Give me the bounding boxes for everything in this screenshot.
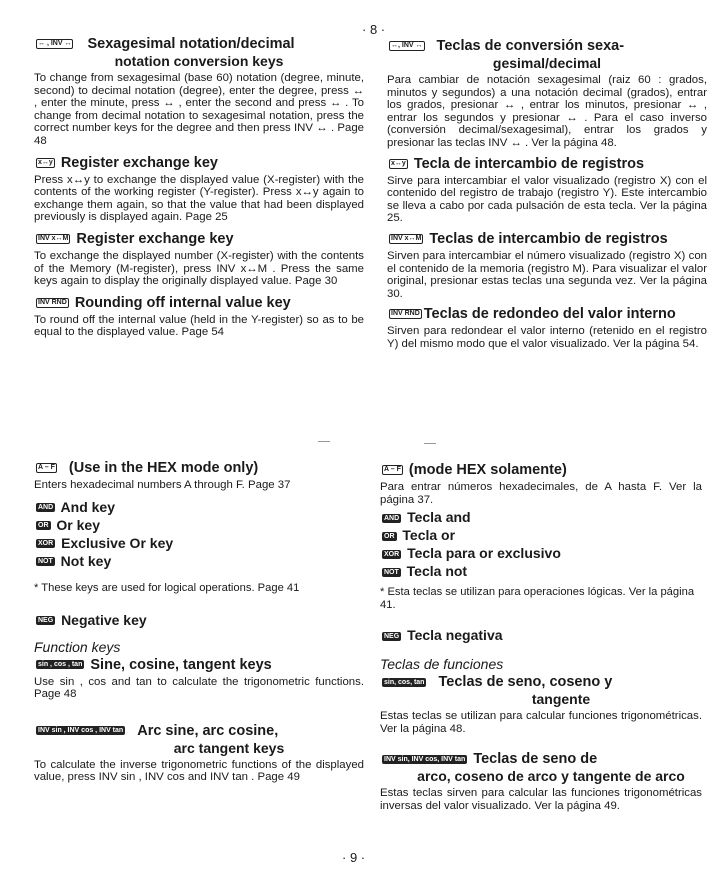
logic-item: OR Tecla or xyxy=(384,527,456,544)
section-title: (Use in the HEX mode only) xyxy=(68,460,259,476)
key-icon: ↔ , INV ↔ xyxy=(38,40,72,48)
section-title-line2: notation conversion keys xyxy=(114,53,284,69)
key-icon: NOT xyxy=(38,558,53,566)
key-icon: NOT xyxy=(384,568,399,576)
left-column xyxy=(34,36,364,339)
left-column-lower xyxy=(34,460,364,784)
section-body: Press x↔y to exchange the displayed value (X-register) with the contents of the working register (Y-register). Press x↔y again to exchange them again, so that the value that had been displayed previously is displayed again. Page 25 xyxy=(34,173,364,224)
key-icon: ↔, INV ↔ xyxy=(391,42,423,50)
key-icon: INV RND xyxy=(38,298,67,306)
page-number-top: · 8 · xyxy=(362,22,386,37)
section-title: Tecla de intercambio de registros xyxy=(413,155,645,172)
section-title: Teclas de conversión sexa- xyxy=(436,38,625,54)
key-icon: XOR xyxy=(384,550,400,558)
key-icon: XOR xyxy=(38,540,54,548)
key-icon: INV x↔M xyxy=(391,235,422,243)
key-icon: x↔y xyxy=(391,159,406,167)
key-icon: x↔y xyxy=(38,158,53,166)
logic-note: * These keys are used for logical operations. Page 41 xyxy=(34,581,300,594)
section-memory-exchange-es xyxy=(387,231,707,300)
logic-keys-es xyxy=(380,508,702,580)
section-trig-es xyxy=(380,674,702,735)
right-column xyxy=(387,38,707,351)
section-body: Estas teclas se utilizan para calcular funciones trigonométricas. Ver la página 48. xyxy=(380,710,702,735)
section-rounding xyxy=(34,295,364,339)
key-icon: NEG xyxy=(38,617,54,625)
key-icon: INV sin, INV cos, INV tan xyxy=(384,756,466,764)
logic-item: AND Tecla and xyxy=(384,509,471,526)
section-sexagesimal xyxy=(34,36,364,148)
section-title: Arc sine, arc cosine, xyxy=(137,722,279,739)
section-title: Register exchange key xyxy=(60,154,218,171)
section-body: Sirven para intercambiar el número visualizado (registro X) con el contenido de la memoria (registro M). Para visualizar el valor original, presionar estas teclas una segunda vez. Ver la página 30. xyxy=(387,249,707,300)
section-body: To exchange the displayed number (X-register) with the contents of the Memory (M-register), press INV x↔M . Press the same keys again to display the originally displayed value. Page 30 xyxy=(34,249,364,288)
key-icon: AND xyxy=(384,514,400,522)
negative-key: NEG Tecla negativa xyxy=(384,627,503,644)
function-heading: Teclas de funciones xyxy=(380,656,504,673)
logic-item: NOT Not key xyxy=(38,552,112,569)
section-arc-trig-es xyxy=(380,751,702,812)
section-title: Teclas de intercambio de registros xyxy=(429,230,668,247)
logic-item: XOR Tecla para or exclusivo xyxy=(384,545,561,562)
key-icon: OR xyxy=(38,522,49,530)
section-title: Register exchange key xyxy=(76,230,234,247)
key-icon: sin , cos , tan xyxy=(38,661,83,669)
section-title: Sexagesimal notation/decimal xyxy=(87,36,295,52)
negative-key: NEG Negative key xyxy=(38,611,147,628)
key-icon: NEG xyxy=(384,632,400,640)
section-trig xyxy=(34,657,364,701)
section-register-exchange xyxy=(34,155,364,224)
section-body: Use sin , cos and tan to calculate the trigonometric functions. Page 48 xyxy=(34,675,364,701)
section-title: Rounding off internal value key xyxy=(74,294,291,311)
logic-note: * Esta teclas se utilizan para operaciones lógicas. Ver la página 41. xyxy=(380,586,695,612)
section-title-line2: arco, coseno de arco y tangente de arco xyxy=(417,768,685,785)
section-sexagesimal-es xyxy=(387,38,707,150)
section-title-line2: tangente xyxy=(531,691,591,708)
divider xyxy=(424,443,436,444)
section-arc-trig xyxy=(34,723,364,784)
right-column-lower xyxy=(380,462,702,813)
key-icon: INV x↔M xyxy=(38,235,69,243)
section-title: (mode HEX solamente) xyxy=(408,462,567,478)
key-icon: INV RND xyxy=(391,310,420,318)
key-icon: OR xyxy=(384,532,395,540)
divider xyxy=(318,441,330,442)
key-icon: AND xyxy=(38,504,54,512)
section-body: Estas teclas sirven para calcular las funciones trigonométricas inversas del valor visualizado. Ver la página 49. xyxy=(380,787,702,812)
section-hex xyxy=(34,460,364,492)
section-title-line2: gesimal/decimal xyxy=(492,55,602,71)
section-title: Sine, cosine, tangent keys xyxy=(90,656,272,673)
section-title-line2: arc tangent keys xyxy=(173,739,285,756)
section-title: Teclas de seno de xyxy=(473,751,598,768)
section-hex-es xyxy=(380,462,702,506)
section-body: To change from sexagesimal (base 60) notation (degree, minute, second) to decimal notation (degree), enter the degree, press ↔ , enter the minute, press ↔ , enter the second and press ↔ . To change from decimal notation to sexagesimal notation, press the correct number keys for the degree and then press INV ↔ . Page 48 xyxy=(34,72,364,147)
logic-item: NOT Tecla not xyxy=(384,563,468,580)
function-heading: Function keys xyxy=(34,638,121,655)
key-icon: sin, cos, tan xyxy=(384,678,425,686)
section-rounding-es xyxy=(387,306,707,350)
key-icon: A – F xyxy=(38,464,55,472)
logic-item: OR Or key xyxy=(38,516,100,533)
logic-item: AND And key xyxy=(38,498,116,515)
section-body: To calculate the inverse trigonometric functions of the displayed value, press INV sin , INV cos and INV tan . Page 49 xyxy=(34,758,364,784)
section-body: To round off the internal value (held in the Y-register) so as to be equal to the displayed value. Page 54 xyxy=(34,313,364,339)
section-body: Sirven para redondear el valor interno (retenido en el registro Y) del mismo modo que el valor visualizado. Ver la página 54. xyxy=(387,325,707,350)
page-number-bottom: · 9 · xyxy=(342,850,366,865)
key-icon: A – F xyxy=(384,466,401,474)
logic-keys xyxy=(34,498,364,570)
logic-item: XOR Exclusive Or key xyxy=(38,534,174,551)
section-title: Teclas de redondeo del valor interno xyxy=(423,306,676,323)
section-body: Para cambiar de notación sexagesimal (raiz 60 : grados, minutos y segundos) a una notación decimal (grados), entrar los grados, presionar ↔ , entrar los minutos, presionar ↔ , entrar los segundos y presionar ↔ . Para el caso inverso (conversión decimal/sexagesimal), entrar los grados y presionar las teclas INV ↔ . Ver la página 48. xyxy=(387,74,707,149)
key-icon: INV sin , INV cos , INV tan xyxy=(38,727,124,735)
section-body: Para entrar números hexadecimales, de A hasta F. Ver la página 37. xyxy=(380,481,702,506)
section-memory-exchange xyxy=(34,231,364,288)
section-body: Enters hexadecimal numbers A through F. Page 37 xyxy=(34,479,291,491)
section-title: Teclas de seno, coseno y xyxy=(438,674,613,691)
section-register-exchange-es xyxy=(387,156,707,225)
section-body: Sirve para intercambiar el valor visualizado (registro X) con el contenido del registro de trabajo (registro Y). Este intercambio se lleva a cabo por cada pulsación de esta tecla. Ver la página 25. xyxy=(387,174,707,225)
